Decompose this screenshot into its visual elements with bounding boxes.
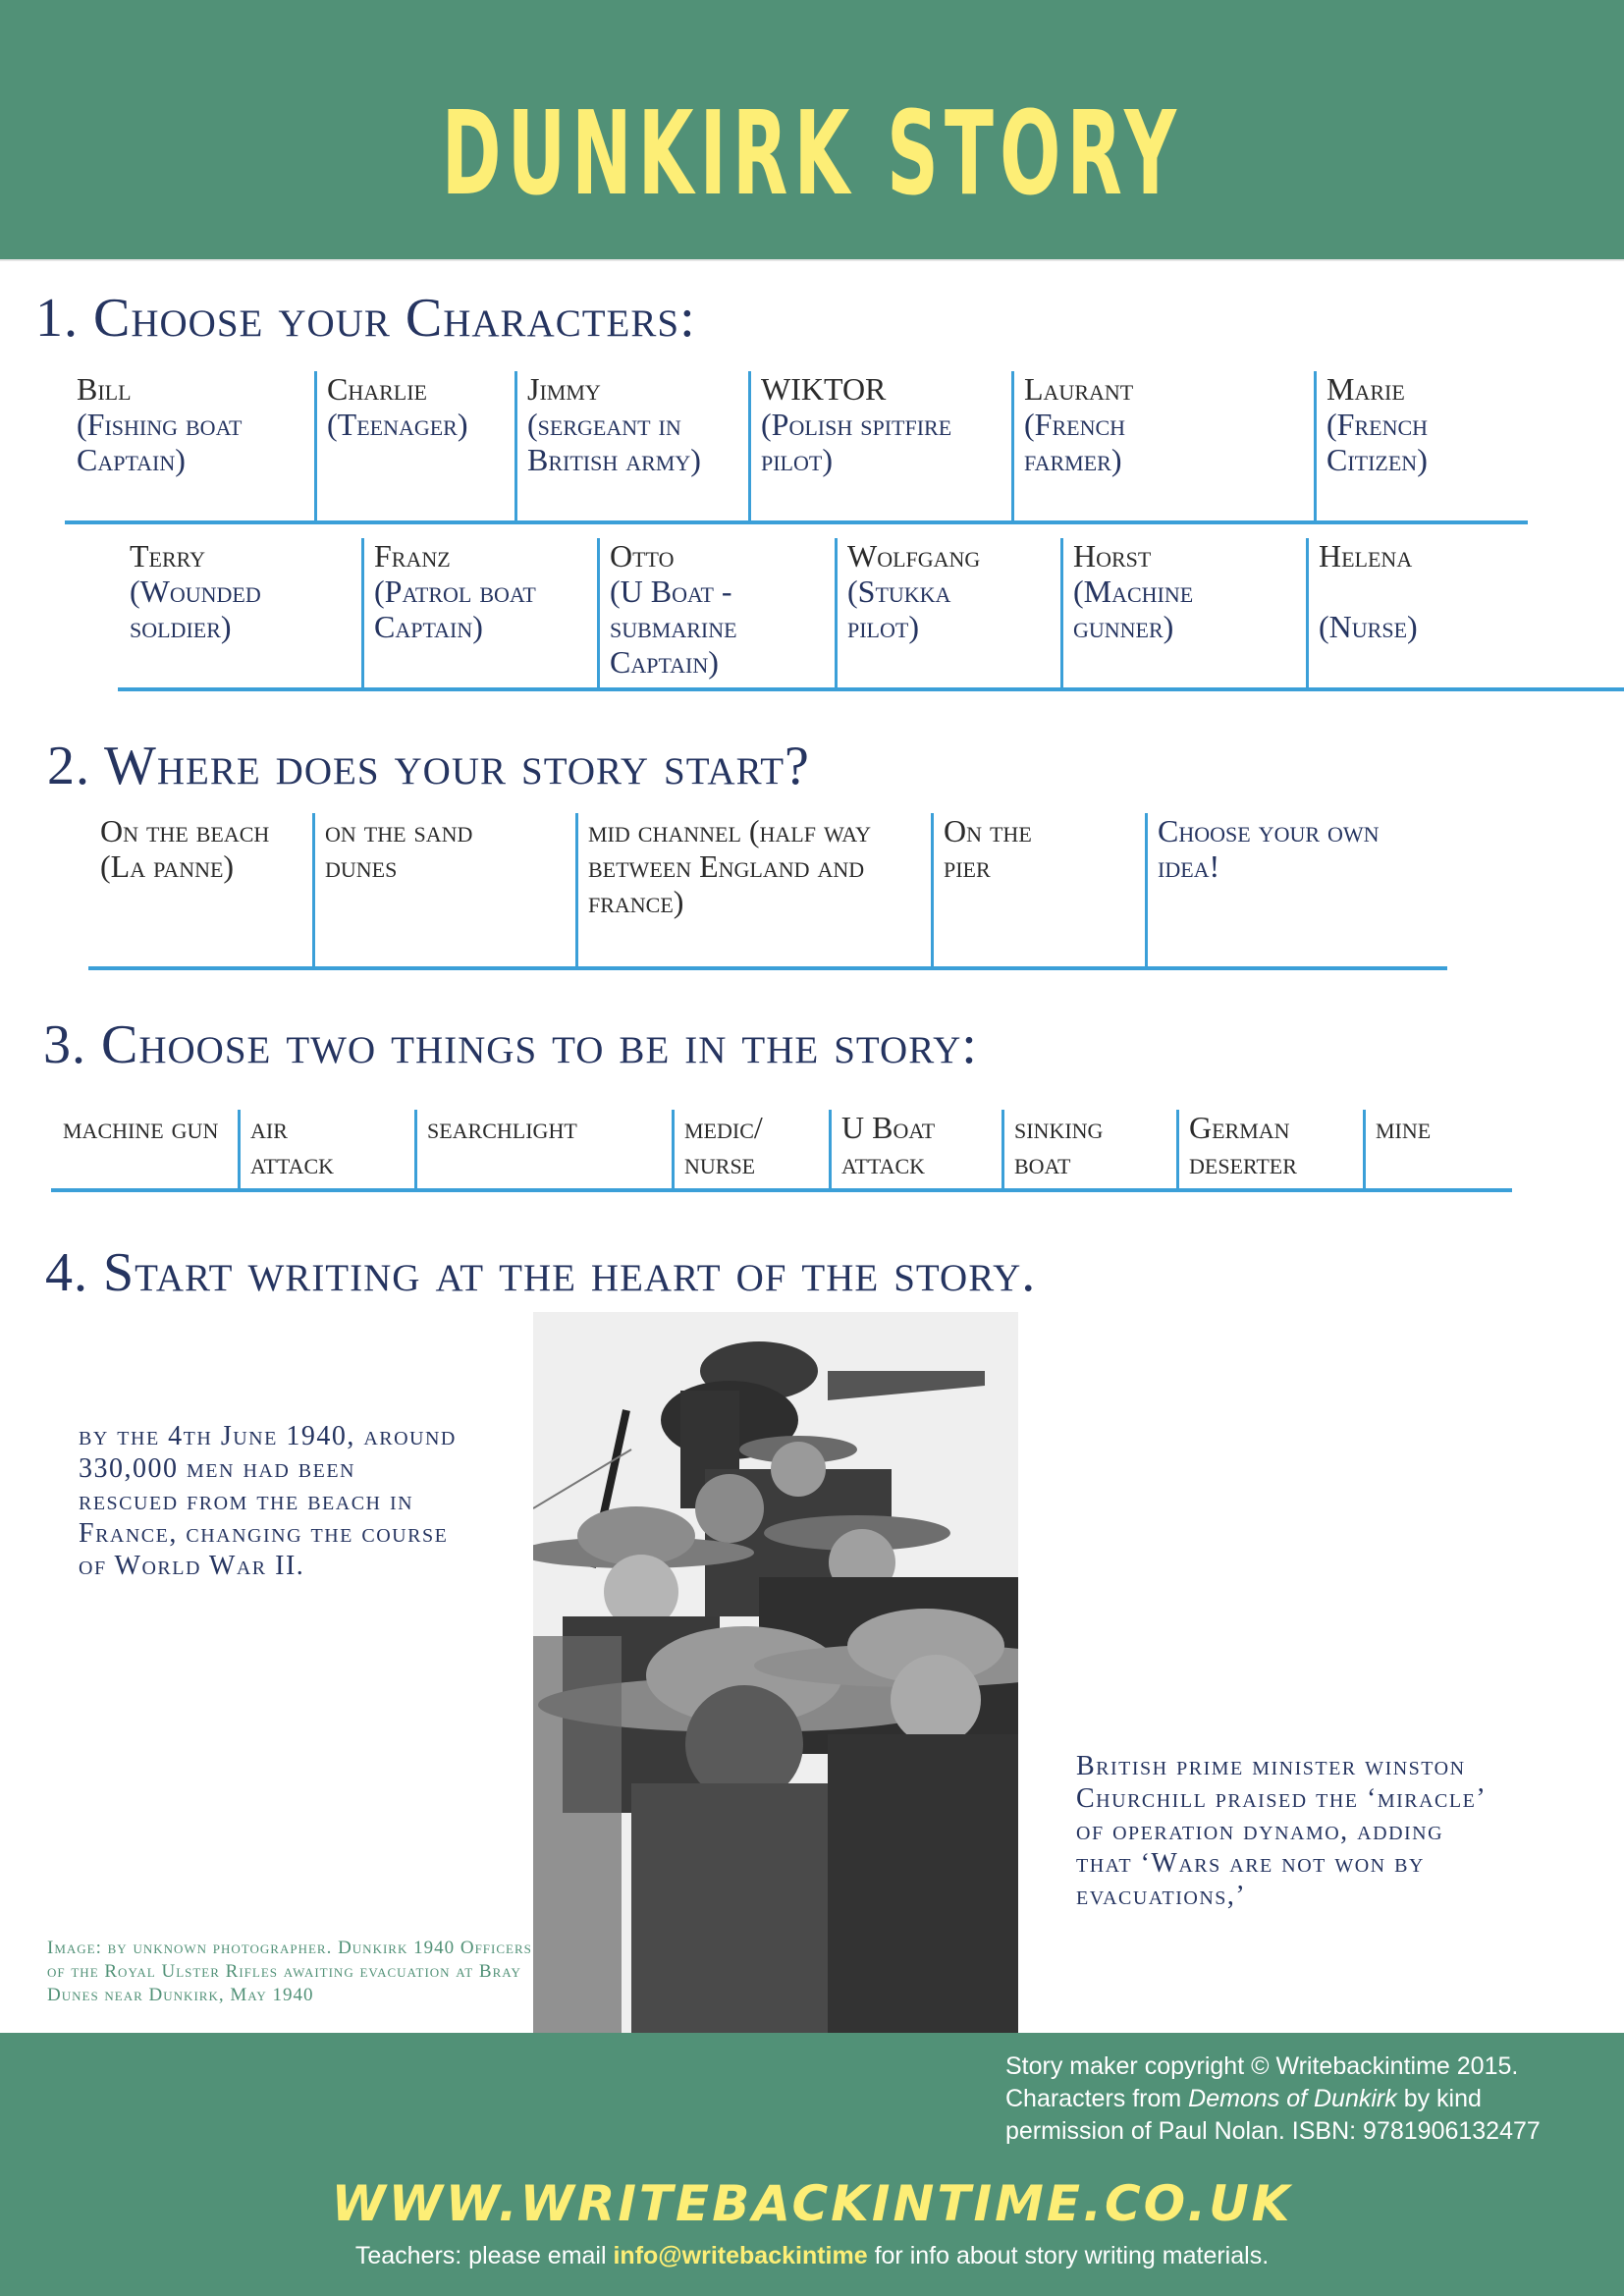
fact-rescued-men: by the 4th June 1940, around 330,000 men had been rescued from the beach in France, changing the course of World War II. xyxy=(79,1421,457,1581)
character-franz[interactable] xyxy=(361,538,597,687)
character-name: Franz xyxy=(374,538,451,574)
character-name: Jimmy xyxy=(527,371,601,407)
thing-searchlight[interactable] xyxy=(414,1110,672,1188)
option-label: air attack xyxy=(250,1110,335,1180)
character-charlie[interactable] xyxy=(314,371,514,520)
option-label: on the sand dunes xyxy=(325,813,473,884)
thing-machine-gun[interactable] xyxy=(51,1110,238,1188)
character-role: (Stukka pilot) xyxy=(847,574,951,644)
copyright-credit xyxy=(1005,2050,1624,2148)
character-name: Charlie xyxy=(327,371,427,407)
start-option-sand-dunes[interactable] xyxy=(312,813,575,966)
character-otto[interactable] xyxy=(597,538,835,687)
thing-sinking-boat[interactable] xyxy=(1001,1110,1176,1188)
character-name: Laurant xyxy=(1024,371,1134,407)
teachers-contact xyxy=(0,2241,1624,2270)
character-terry[interactable] xyxy=(118,538,361,687)
character-role: (French farmer) xyxy=(1024,407,1126,477)
character-role: (Teenager) xyxy=(327,407,468,442)
start-option-pier[interactable] xyxy=(931,813,1145,966)
character-laurant[interactable] xyxy=(1011,371,1314,520)
credit-line-2 xyxy=(1005,2083,1624,2115)
book-title: Demons of Dunkirk xyxy=(1188,2085,1397,2112)
character-role: (Wounded soldier) xyxy=(130,574,261,644)
option-label: U Boat attack xyxy=(841,1110,936,1180)
page-title: DUNKIRK STORY xyxy=(441,85,1183,221)
character-role: (Machine gunner) xyxy=(1073,574,1194,644)
character-marie[interactable] xyxy=(1314,371,1528,520)
thing-medic-nurse[interactable] xyxy=(672,1110,829,1188)
photo-caption: Image: by unknown photographer. Dunkirk 1940 Officers of the Royal Ulster Rifles awaiting evacuation at Bray Dunes near Dunkirk, May 1940 xyxy=(47,1938,532,2005)
character-name: Wolfgang xyxy=(847,538,981,574)
option-label: On the pier xyxy=(944,813,1032,884)
character-name: Otto xyxy=(610,538,675,574)
character-name: Bill xyxy=(77,371,132,407)
story-start-row xyxy=(88,813,1447,970)
option-label: Choose your own idea! xyxy=(1158,813,1380,884)
thing-air-attack[interactable] xyxy=(238,1110,414,1188)
start-option-mid-channel[interactable] xyxy=(575,813,931,966)
character-wiktor[interactable] xyxy=(748,371,1011,520)
character-name: Marie xyxy=(1326,371,1405,407)
section-4-heading: 4. Start writing at the heart of the story. xyxy=(45,1242,1037,1303)
option-label: machine gun xyxy=(63,1110,219,1145)
email-link[interactable]: info@writebackintime xyxy=(613,2242,868,2269)
credit-prefix: Characters from xyxy=(1005,2085,1189,2112)
character-jimmy[interactable] xyxy=(514,371,748,520)
credit-line-3: permission of Paul Nolan. ISBN: 9781906132477 xyxy=(1005,2117,1541,2145)
character-role: (U Boat - submarine Captain) xyxy=(610,574,737,680)
character-role: (sergeant in British army) xyxy=(527,407,701,477)
thing-u-boat-attack[interactable] xyxy=(829,1110,1001,1188)
option-label: medic/ nurse xyxy=(684,1110,763,1180)
character-role: (Patrol boat Captain) xyxy=(374,574,536,644)
section-1-heading: 1. Choose your Characters: xyxy=(35,288,696,349)
thing-german-deserter[interactable] xyxy=(1176,1110,1363,1188)
option-label: sinking boat xyxy=(1014,1110,1104,1180)
dunkirk-soldiers-photo xyxy=(533,1312,1018,2037)
character-helena[interactable] xyxy=(1306,538,1624,687)
character-role: (Fishing boat Captain) xyxy=(77,407,243,477)
fact-churchill-quote: British prime minister winston Churchill praised the ‘miracle’ of operation dynamo, adding that ‘Wars are not won by evacuations,’ xyxy=(1076,1751,1486,1911)
character-bill[interactable] xyxy=(65,371,314,520)
option-label: On the beach (La panne) xyxy=(100,813,270,884)
characters-row-2 xyxy=(118,538,1624,691)
section-3-heading: 3. Choose two things to be in the story: xyxy=(43,1014,978,1075)
option-label: mine xyxy=(1376,1110,1432,1145)
character-horst[interactable] xyxy=(1060,538,1306,687)
characters-row-1 xyxy=(65,371,1528,524)
start-option-own-idea[interactable] xyxy=(1145,813,1447,966)
teachers-suffix: for info about story writing materials. xyxy=(867,2242,1270,2269)
header-banner xyxy=(0,0,1624,261)
story-things-row xyxy=(51,1110,1512,1192)
option-label: searchlight xyxy=(427,1110,577,1145)
credit-line-1: Story maker copyright © Writebackintime 2015. xyxy=(1005,2052,1519,2080)
character-wolfgang[interactable] xyxy=(835,538,1060,687)
teachers-prefix: Teachers: please email xyxy=(354,2242,614,2269)
character-name: Terry xyxy=(130,538,206,574)
start-option-beach[interactable] xyxy=(88,813,312,966)
credit-suffix: by kind xyxy=(1396,2085,1482,2112)
section-2-heading: 2. Where does your story start? xyxy=(47,736,810,796)
character-role: (Nurse) xyxy=(1319,609,1418,644)
character-role: (Polish spitfire pilot) xyxy=(761,407,952,477)
character-role: (French Citizen) xyxy=(1326,407,1429,477)
character-name: Helena xyxy=(1319,538,1413,574)
character-name: Horst xyxy=(1073,538,1152,574)
character-name: WIKTOR xyxy=(761,371,887,407)
thing-mine[interactable] xyxy=(1363,1110,1512,1188)
option-label: mid channel (half way between England and france) xyxy=(588,813,872,919)
option-label: German deserter xyxy=(1189,1110,1297,1180)
website-link[interactable]: WWW.WRITEBACKINTIME.CO.UK xyxy=(331,2175,1293,2232)
